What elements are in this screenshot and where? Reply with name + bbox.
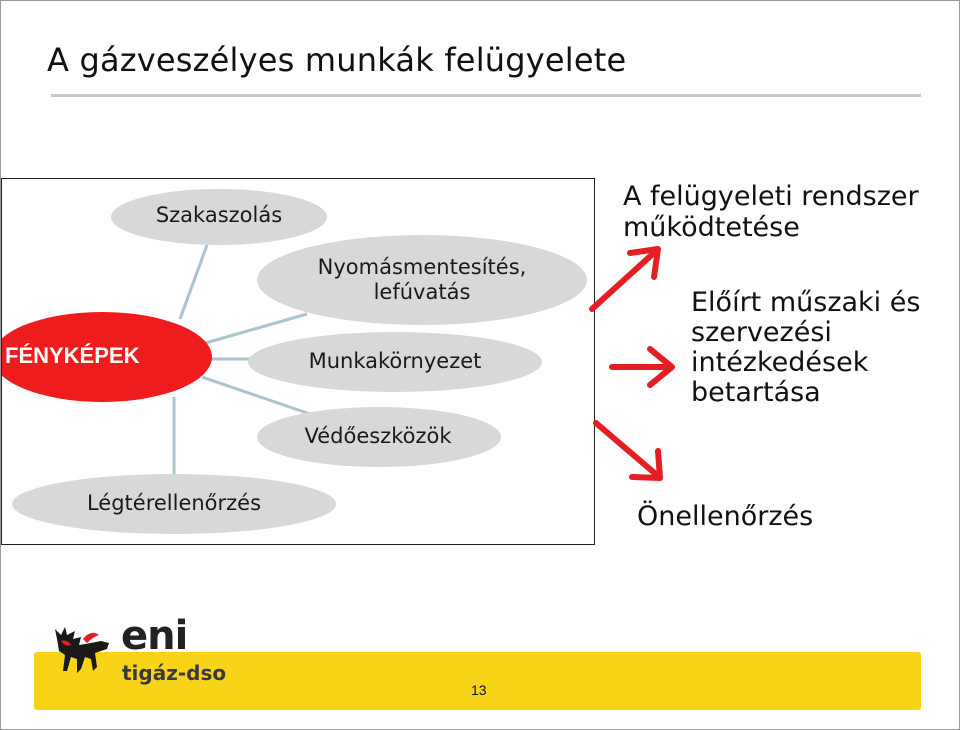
outcome-top bbox=[623, 181, 919, 243]
mindmap-image bbox=[1, 178, 595, 545]
outcome-middle-line1: Előírt műszaki és bbox=[691, 287, 921, 318]
slide-title: A gázveszélyes munkák felügyelete bbox=[47, 41, 627, 79]
arrow-right-icon bbox=[612, 349, 672, 385]
connector-nyomasmentesites bbox=[202, 314, 307, 344]
node-vedoeszkozok: Védőeszközök bbox=[304, 424, 452, 448]
connector-szakaszolas bbox=[180, 245, 207, 319]
node-szakaszolas: Szakaszolás bbox=[155, 203, 283, 227]
node-lefuvatas: lefúvatás bbox=[373, 280, 471, 304]
outcome-top-line2: működtetése bbox=[623, 212, 800, 243]
node-legterellenorzes: Légtérellenőrzés bbox=[86, 491, 262, 515]
title-divider bbox=[51, 94, 921, 97]
node-munkakornyezet: Munkakörnyezet bbox=[308, 349, 482, 373]
outcome-middle-line2: szervezési bbox=[691, 317, 832, 348]
outcome-arrows bbox=[586, 241, 686, 491]
eni-logo-text: eni bbox=[121, 613, 188, 659]
center-label: FÉNYKÉPEK bbox=[5, 343, 140, 368]
node-nyomasmentesites: Nyomásmentesítés, bbox=[317, 255, 527, 279]
outcome-middle-line3: intézkedések bbox=[691, 347, 869, 378]
arrow-up-right-icon bbox=[592, 249, 658, 309]
tigaz-logo-text: tigáz-dso bbox=[122, 661, 227, 685]
outcome-bottom: Önellenőrzés bbox=[637, 501, 814, 532]
outcome-middle-line4: betartása bbox=[691, 377, 821, 408]
outcome-top-line1: A felügyeleti rendszer bbox=[623, 181, 919, 212]
outcome-middle bbox=[691, 288, 920, 408]
page-number: 13 bbox=[471, 682, 487, 698]
arrow-down-right-icon bbox=[596, 423, 660, 478]
six-legged-dog-logo-icon bbox=[51, 621, 115, 677]
